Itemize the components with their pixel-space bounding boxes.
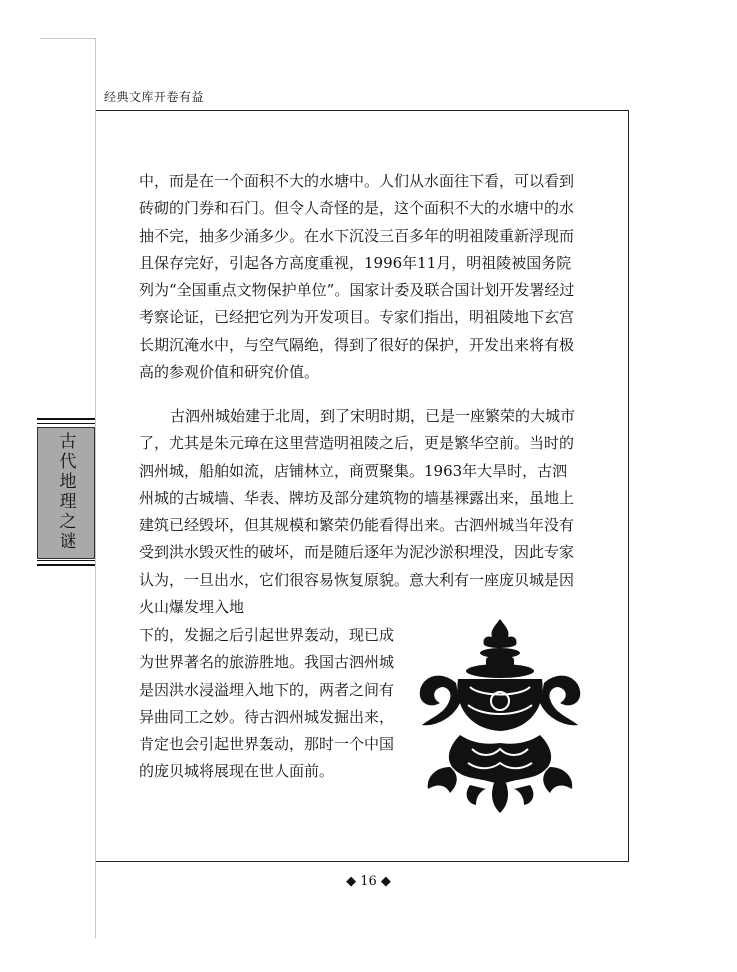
running-header: 经典文库开卷有益 bbox=[104, 90, 205, 104]
chapter-side-tab bbox=[37, 418, 95, 566]
side-tab-rule-top bbox=[37, 418, 95, 424]
treasure-vase-lotus-icon bbox=[410, 617, 590, 815]
side-tab-rule-bottom bbox=[37, 560, 95, 566]
side-tab-label: 古代地理之谜 bbox=[55, 432, 76, 552]
page-number: ◆ 16 ◆ bbox=[346, 874, 391, 889]
paragraph-2-continued: 下的，发掘之后引起世界轰动，现已成为世界著名的旅游胜地。我国古泗州城是因洪水浸溢埋入地下的，两者之间有异曲同工之妙。待古泗州城发掘出来，肯定也会引起世界轰动，那时一个中国的庞贝城将展现在世人面前。 bbox=[139, 626, 395, 781]
paragraph-2: 古泗州城始建于北周，到了宋明时期，已是一座繁荣的大城市了，尤其是朱元璋在这里营造明祖陵之后，更是繁华空前。当时的泗州城，船舶如流，店铺林立，商贾聚集。1963年大旱时，古泗州城的古城墙、华表、牌坊及部分建筑物的墙基裸露出来，虽地上建筑已经毁坏，但其规模和繁荣仍能看得出来。古泗州城当年没有受到洪水毁灭性的破坏，而是随后逐年为泥沙淤积埋没，因此专家认为，一旦出水，它们很容易恢复原貌。意大利有一座庞贝城是因火山爆发埋入地 bbox=[139, 407, 576, 617]
paragraph-1: 中，而是在一个面积不大的水塘中。人们从水面往下看，可以看到砖砌的门券和石门。但令人奇怪的是，这个面积不大的水塘中的水抽不完，抽多少涌多少。在水下沉没三百多年的明祖陵重新浮现而且保存完好，引起各方高度重视，1996年11月，明祖陵被国务院列为“全国重点文物保护单位”。国家计委及联合国计划开发署经过考察论证，已经把它列为开发项目。专家们指出，明祖陵地下玄宫长期沉淹水中，与空气隔绝，得到了很好的保护，开发出来将有极高的参观价值和研究价值。 bbox=[139, 172, 575, 382]
binding-guide-top bbox=[40, 38, 95, 39]
